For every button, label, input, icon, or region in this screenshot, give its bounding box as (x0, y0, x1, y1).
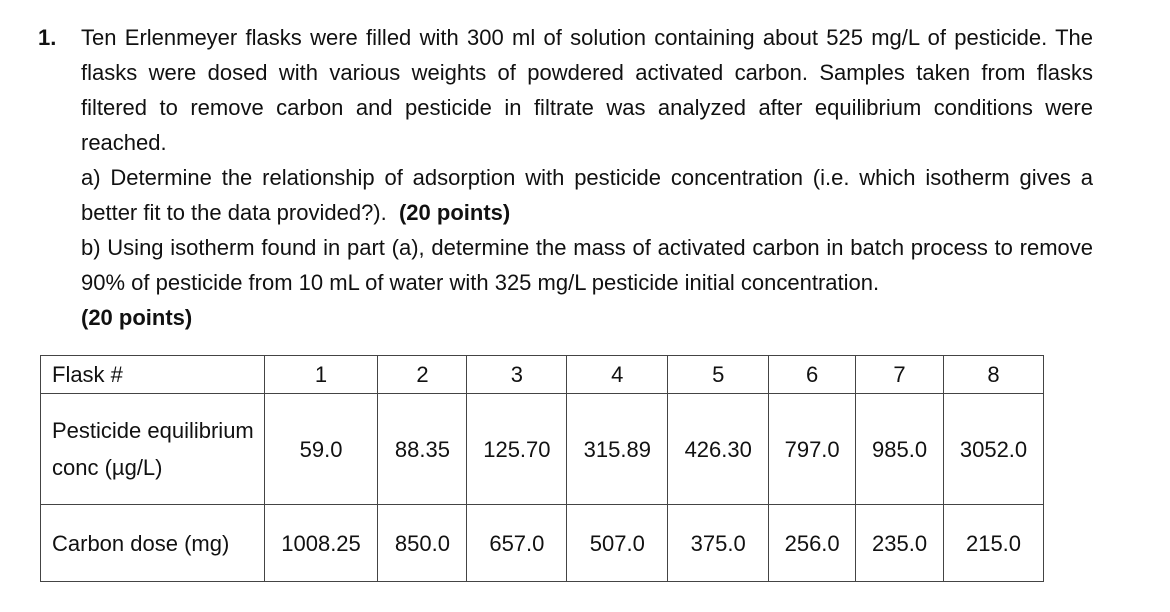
concentration-cell: 88.35 (378, 394, 467, 505)
carbon-dose-cell: 1008.25 (264, 505, 378, 582)
concentration-cell: 315.89 (567, 394, 668, 505)
flask-number-cell: 4 (567, 356, 668, 394)
problem-intro: Ten Erlenmeyer flasks were filled with 300 ml of solution containing about 525 mg/L of pesticide. The flasks were dosed with various weights of powdered activated carbon. Samples taken from flasks filtered to remove carbon and pesticide in filtrate was analyzed after equilibrium conditions were reached. (81, 25, 1093, 155)
concentration-cell: 985.0 (856, 394, 944, 505)
carbon-dose-cell: 215.0 (944, 505, 1044, 582)
flask-number-cell: 1 (264, 356, 378, 394)
concentration-label: Pesticide equilibrium conc (µg/L) (41, 394, 265, 505)
concentration-cell: 59.0 (264, 394, 378, 505)
carbon-dose-cell: 657.0 (467, 505, 567, 582)
carbon-dose-cell: 235.0 (856, 505, 944, 582)
table-row-concentration (41, 394, 1044, 505)
part-a-points: (20 points) (398, 200, 511, 225)
flask-number-cell: 7 (856, 356, 944, 394)
problem-statement (38, 20, 1093, 335)
flask-number-label: Flask # (41, 356, 265, 394)
carbon-dose-cell: 507.0 (567, 505, 668, 582)
part-b-text: b) Using isotherm found in part (a), determine the mass of activated carbon in batch process to remove 90% of pesticide from 10 mL of water with 325 mg/L pesticide initial concentration. (81, 235, 1093, 295)
table-row-carbon-dose (41, 505, 1044, 582)
carbon-dose-cell: 850.0 (378, 505, 467, 582)
flask-number-cell: 5 (668, 356, 769, 394)
table-header-row (41, 356, 1044, 394)
flask-number-cell: 2 (378, 356, 467, 394)
carbon-dose-cell: 375.0 (668, 505, 769, 582)
question-number: 1. (38, 25, 57, 50)
concentration-cell: 125.70 (467, 394, 567, 505)
concentration-cell: 797.0 (769, 394, 856, 505)
part-a-text: a) Determine the relationship of adsorption with pesticide concentration (i.e. which isotherm gives a better fit to the data provided?). (81, 165, 1093, 225)
carbon-dose-label: Carbon dose (mg) (41, 505, 265, 582)
flask-data-table (40, 355, 1044, 582)
question-body (81, 20, 1093, 335)
flask-number-cell: 3 (467, 356, 567, 394)
flask-number-cell: 6 (769, 356, 856, 394)
part-a (81, 160, 1093, 230)
flask-number-cell: 8 (944, 356, 1044, 394)
concentration-cell: 426.30 (668, 394, 769, 505)
carbon-dose-cell: 256.0 (769, 505, 856, 582)
part-b (81, 230, 1093, 335)
concentration-cell: 3052.0 (944, 394, 1044, 505)
part-b-points: (20 points) (81, 305, 193, 330)
